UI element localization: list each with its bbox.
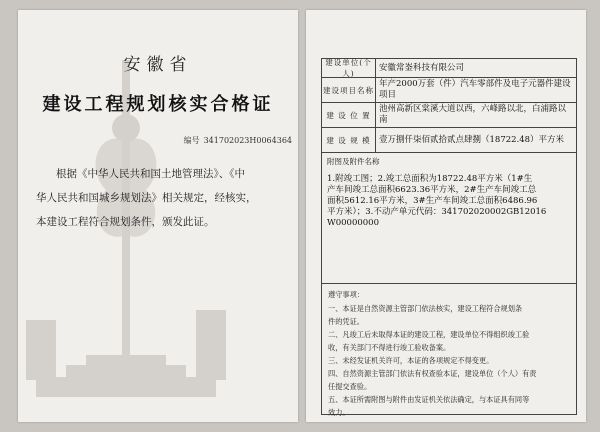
row-value: 年产2000万套（件）汽车零部件及电子元器件建设项目	[379, 79, 571, 100]
attachment-section	[322, 153, 576, 284]
notice-line: 五、本证所需附图与附件由发证机关依法确定，与本证具有同等	[328, 395, 530, 404]
certificate-statement	[36, 162, 284, 234]
attachment-line: 面积5612.16平方米，3#生产车间竣工总面积6486.96	[327, 196, 538, 206]
row-value: 安徽常崟科技有限公司	[379, 62, 465, 73]
notice-line: 任提交查验。	[328, 382, 372, 391]
notice-content	[322, 284, 542, 417]
statement-line: 根据《中华人民共和国土地管理法》、《中	[56, 168, 245, 180]
table-row	[322, 103, 576, 128]
attachment-line: 产车间竣工总面积6623.36平方米，2#生产车间竣工总	[327, 185, 537, 195]
notice-line: 收，有关部门不得进行竣工验收备案。	[328, 343, 451, 352]
attachment-heading: 附图及附件名称	[327, 157, 380, 166]
notice-line: 一、本证是自然资源主管部门依法核实，建设工程符合规划条	[328, 304, 523, 313]
notice-heading: 遵守事项：	[328, 290, 364, 299]
notice-section	[322, 284, 576, 417]
table-row	[322, 128, 576, 153]
certificate-number-label: 编号	[183, 136, 200, 145]
notice-line: 四、自然资源主管部门依法有权查验本证，建设单位（个人）有责	[328, 369, 537, 378]
attachment-content	[322, 171, 576, 283]
certificate-title: 建设工程规划核实合格证	[42, 94, 274, 115]
row-label: 建 设 规 模	[322, 128, 376, 152]
row-label: 建设单位(个人)	[322, 59, 376, 77]
certificate-left-page	[18, 10, 298, 422]
row-value: 池州高新区棠溪大道以西，六峰路以北，白浦路以南	[379, 104, 567, 125]
certificate-right-page	[306, 10, 586, 422]
certificate-number	[184, 135, 292, 146]
table-row	[322, 78, 576, 103]
row-value: 壹万捌仟柒佰贰拾贰点肆捌（18722.48）平方米	[379, 134, 565, 145]
notice-line: 三、未经发证机关许可，本证的各项规定不得变更。	[328, 356, 494, 365]
notice-line: 件的凭证。	[328, 317, 364, 326]
row-label: 建 设 位 置	[322, 103, 376, 127]
attachment-line: W00000000	[327, 218, 380, 228]
province-name: 安徽省	[123, 55, 193, 75]
certificate-number-value: 341702023H0064364	[203, 136, 292, 145]
statement-line: 本建设工程符合规划条件，颁发此证。	[36, 216, 215, 228]
table-row	[322, 59, 576, 78]
certificate-info-table	[321, 58, 577, 415]
notice-line: 效力。	[328, 408, 350, 417]
statement-line: 华人民共和国城乡规划法》相关规定，经核实，	[36, 192, 257, 204]
row-label: 建设项目名称	[322, 78, 376, 102]
attachment-line: 1.附竣工图；2.竣工总面积为18722.48平方米（1#生	[327, 174, 533, 184]
attachment-line: 平方米）；3.不动产单元代码：341702020002GB12016	[327, 207, 547, 217]
notice-line: 二、凡竣工后未取得本证的建设工程，建设单位不得组织竣工验	[328, 330, 530, 339]
